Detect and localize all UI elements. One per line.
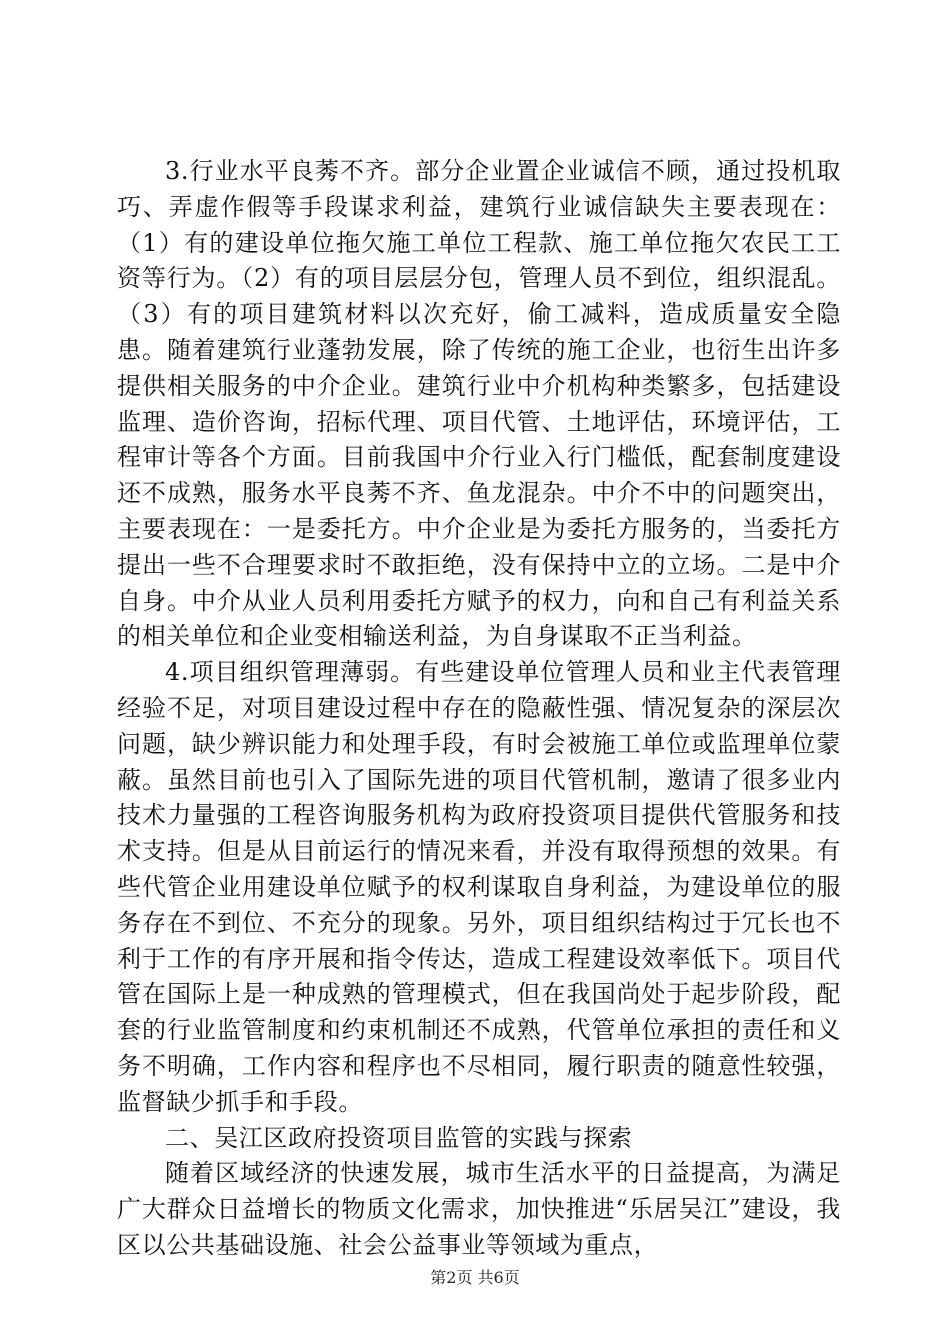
paragraph-industry-level: 3.行业水平良莠不齐。部分企业置企业诚信不顾，通过投机取巧、弄虚作假等手段谋求利益，建筑行业诚信缺失主要表现在：（1）有的建设单位拖欠施工单位工程款、施工单位拖欠农民工工资等行为。（2）有的项目层层分包，管理人员不到位，组织混乱。（3）有的项目建筑材料以次充好，偷工减料，造成质量安全隐患。随着建筑行业蓬勃发展，除了传统的施工企业，也衍生出许多提供相关服务的中介企业。建筑行业中介机构种类繁多，包括建设监理、造价咨询，招标代理、项目代管、土地评估，环境评估，工程审计等各个方面。目前我国中介行业入行门槛低，配套制度建设还不成熟，服务水平良莠不齐、鱼龙混杂。中介不中的问题突出，主要表现在：一是委托方。中介企业是为委托方服务的，当委托方提出一些不合理要求时不敢拒绝，没有保持中立的立场。二是中介自身。中介从业人员利用委托方赋予的权力，向和自己有利益关系的相关单位和企业变相输送利益，为自身谋取不正当利益。 [117,157,841,651]
paragraph-project-management: 4.项目组织管理薄弱。有些建设单位管理人员和业主代表管理经验不足，对项目建设过程中存在的隐蔽性强、情况复杂的深层次问题，缺少辨识能力和处理手段，有时会被施工单位或监理单位蒙蔽。虽然目前也引入了国际先进的项目代管机制，邀请了很多业内技术力量强的工程咨询服务机构为政府投资项目提供代管服务和技术支持。但是从目前运行的情况来看，并没有取得预想的效果。有些代管企业用建设单位赋予的权利谋取自身利益，为建设单位的服务存在不到位、不充分的现象。另外，项目组织结构过于冗长也不利于工作的有序开展和指令传达，造成工程建设效率低下。项目代管在国际上是一种成熟的管理模式，但在我国尚处于起步阶段，配套的行业监管制度和约束机制还不成熟，代管单位承担的责任和义务不明确，工作内容和程序也不尽相同，履行职责的随意性较强，监督缺少抓手和手段。 [117,658,841,1116]
document-body [117,154,841,1264]
paragraph-wujiang-intro: 随着区域经济的快速发展，城市生活水平的日益提高，为满足广大群众日益增长的物质文化需求，加快推进“乐居吴江”建设，我区以公共基础设施、社会公益事业等领域为重点， [117,1159,841,1259]
page-number-footer: 第2页 共6页 [430,1268,520,1287]
section-heading-wujiang: 二、吴江区政府投资项目监管的实践与探索 [165,1123,633,1152]
